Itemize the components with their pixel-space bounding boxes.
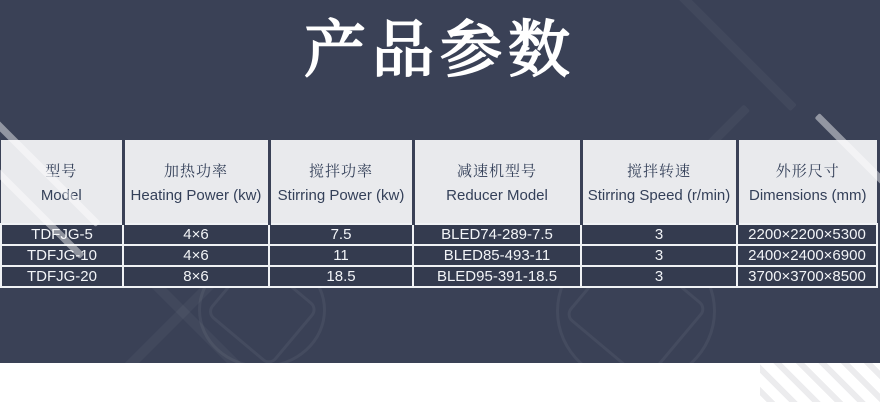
cell-reducer-model: BLED74-289-7.5 [413, 224, 581, 245]
cell-stirring-power: 7.5 [269, 224, 413, 245]
col-header-heating-power [123, 140, 269, 224]
table-row-3 [1, 266, 877, 287]
col-header-reducer-model-zh: 减速机型号 [456, 162, 537, 180]
cell-model: TDFJG-5 [1, 224, 123, 245]
cell-stirring-power: 11 [269, 245, 413, 266]
cell-stirring-speed: 3 [581, 245, 737, 266]
col-header-stirring-power-zh: 搅拌功率 [308, 162, 373, 180]
col-header-stirring-speed-en: Stirring Speed (r/min) [587, 186, 731, 204]
cell-heating-power: 4×6 [123, 224, 269, 245]
col-header-model-en: Model [40, 186, 82, 204]
cell-reducer-model: BLED95-391-18.5 [413, 266, 581, 287]
col-header-dimensions-en: Dimensions (mm) [748, 186, 867, 204]
col-header-stirring-power-en: Stirring Power (kw) [277, 186, 405, 204]
col-header-dimensions [737, 140, 877, 224]
col-header-reducer-model [413, 140, 581, 224]
cell-heating-power: 4×6 [123, 245, 269, 266]
col-header-model [1, 140, 123, 224]
col-header-stirring-speed-zh: 搅拌转速 [626, 162, 691, 180]
cell-model: TDFJG-20 [1, 266, 123, 287]
col-header-heating-power-zh: 加热功率 [163, 162, 228, 180]
cell-heating-power: 8×6 [123, 266, 269, 287]
table-row-1 [1, 224, 877, 245]
cell-stirring-power: 18.5 [269, 266, 413, 287]
col-header-reducer-model-en: Reducer Model [446, 186, 548, 204]
cell-dimensions: 2200×2200×5300 [737, 224, 877, 245]
col-header-stirring-power [269, 140, 413, 224]
cell-dimensions: 3700×3700×8500 [737, 266, 877, 287]
cell-dimensions: 2400×2400×6900 [737, 245, 877, 266]
col-header-dimensions-zh: 外形尺寸 [775, 162, 840, 180]
table-header-row [1, 140, 877, 224]
col-header-heating-power-en: Heating Power (kw) [130, 186, 262, 204]
cell-reducer-model: BLED85-493-11 [413, 245, 581, 266]
col-header-stirring-speed [581, 140, 737, 224]
cell-stirring-speed: 3 [581, 266, 737, 287]
corner-diagonal-lines [760, 363, 880, 402]
col-header-model-zh: 型号 [45, 162, 78, 180]
spec-table [0, 140, 878, 288]
cell-stirring-speed: 3 [581, 224, 737, 245]
bottom-strip [0, 363, 880, 402]
cell-model: TDFJG-10 [1, 245, 123, 266]
page-title: 产品参数 [303, 16, 576, 85]
table-row-2 [1, 245, 877, 266]
